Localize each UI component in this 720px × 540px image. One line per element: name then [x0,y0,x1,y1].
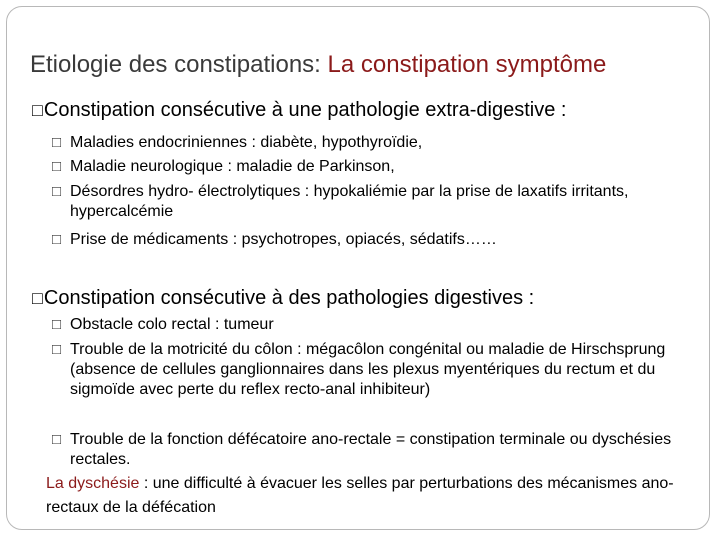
list-item-text: Maladies endocriniennes : diabète, hypothyroïdie, [70,134,423,151]
checkbox-bullet-icon: □ [32,288,43,308]
list-item [52,230,702,250]
definition-note [46,472,706,520]
list-item [52,182,702,222]
title-accent: La constipation symptôme [327,51,607,78]
checkbox-bullet-icon: □ [52,341,62,358]
definition-term: La dyschésie [46,475,140,492]
checkbox-bullet-icon: □ [52,183,62,200]
checkbox-bullet-icon: □ [52,431,62,448]
list-item [52,340,702,400]
checkbox-bullet-icon: □ [32,100,43,120]
list-item-text: Maladie neurologique : maladie de Parkinson, [70,158,395,175]
section-heading-text: Constipation consécutive à une pathologie extra-digestive : [43,99,567,121]
list-item [52,315,702,335]
checkbox-bullet-icon: □ [52,134,62,151]
list-item [52,157,702,177]
definition-text: : une difficulté à évacuer les selles par perturbations des mécanismes ano-rectaux de la défécation [46,475,674,516]
list-item-text: Prise de médicaments : psychotropes, opiacés, sédatifs…… [70,231,497,248]
checkbox-bullet-icon: □ [52,316,62,333]
list-item-text: Obstacle colo rectal : tumeur [70,316,274,333]
list-item-text: Désordres hydro- électrolytiques : hypokaliémie par la prise de laxatifs irritants, hypercalcémie [70,183,629,220]
section-heading-extra-digestive [32,98,566,122]
checkbox-bullet-icon: □ [52,158,62,175]
list-item-text: Trouble de la motricité du côlon : mégacôlon congénital ou maladie de Hirschsprung (absence de cellules ganglionnaires dans les plexus myentériques du rectum et du sigmoïde avec perte du reflex recto-anal inhibiteur) [70,341,666,398]
list-item-text: Trouble de la fonction défécatoire ano-rectale = constipation terminale ou dyschésies rectales. [70,431,672,468]
list-item [52,133,702,153]
section-heading-text: Constipation consécutive à des pathologies digestives : [43,287,535,309]
section-heading-digestive [32,286,534,310]
title-prefix: Etiologie des constipations: [30,51,328,78]
list-item [52,430,702,470]
slide-title [30,50,606,80]
checkbox-bullet-icon: □ [52,231,62,248]
